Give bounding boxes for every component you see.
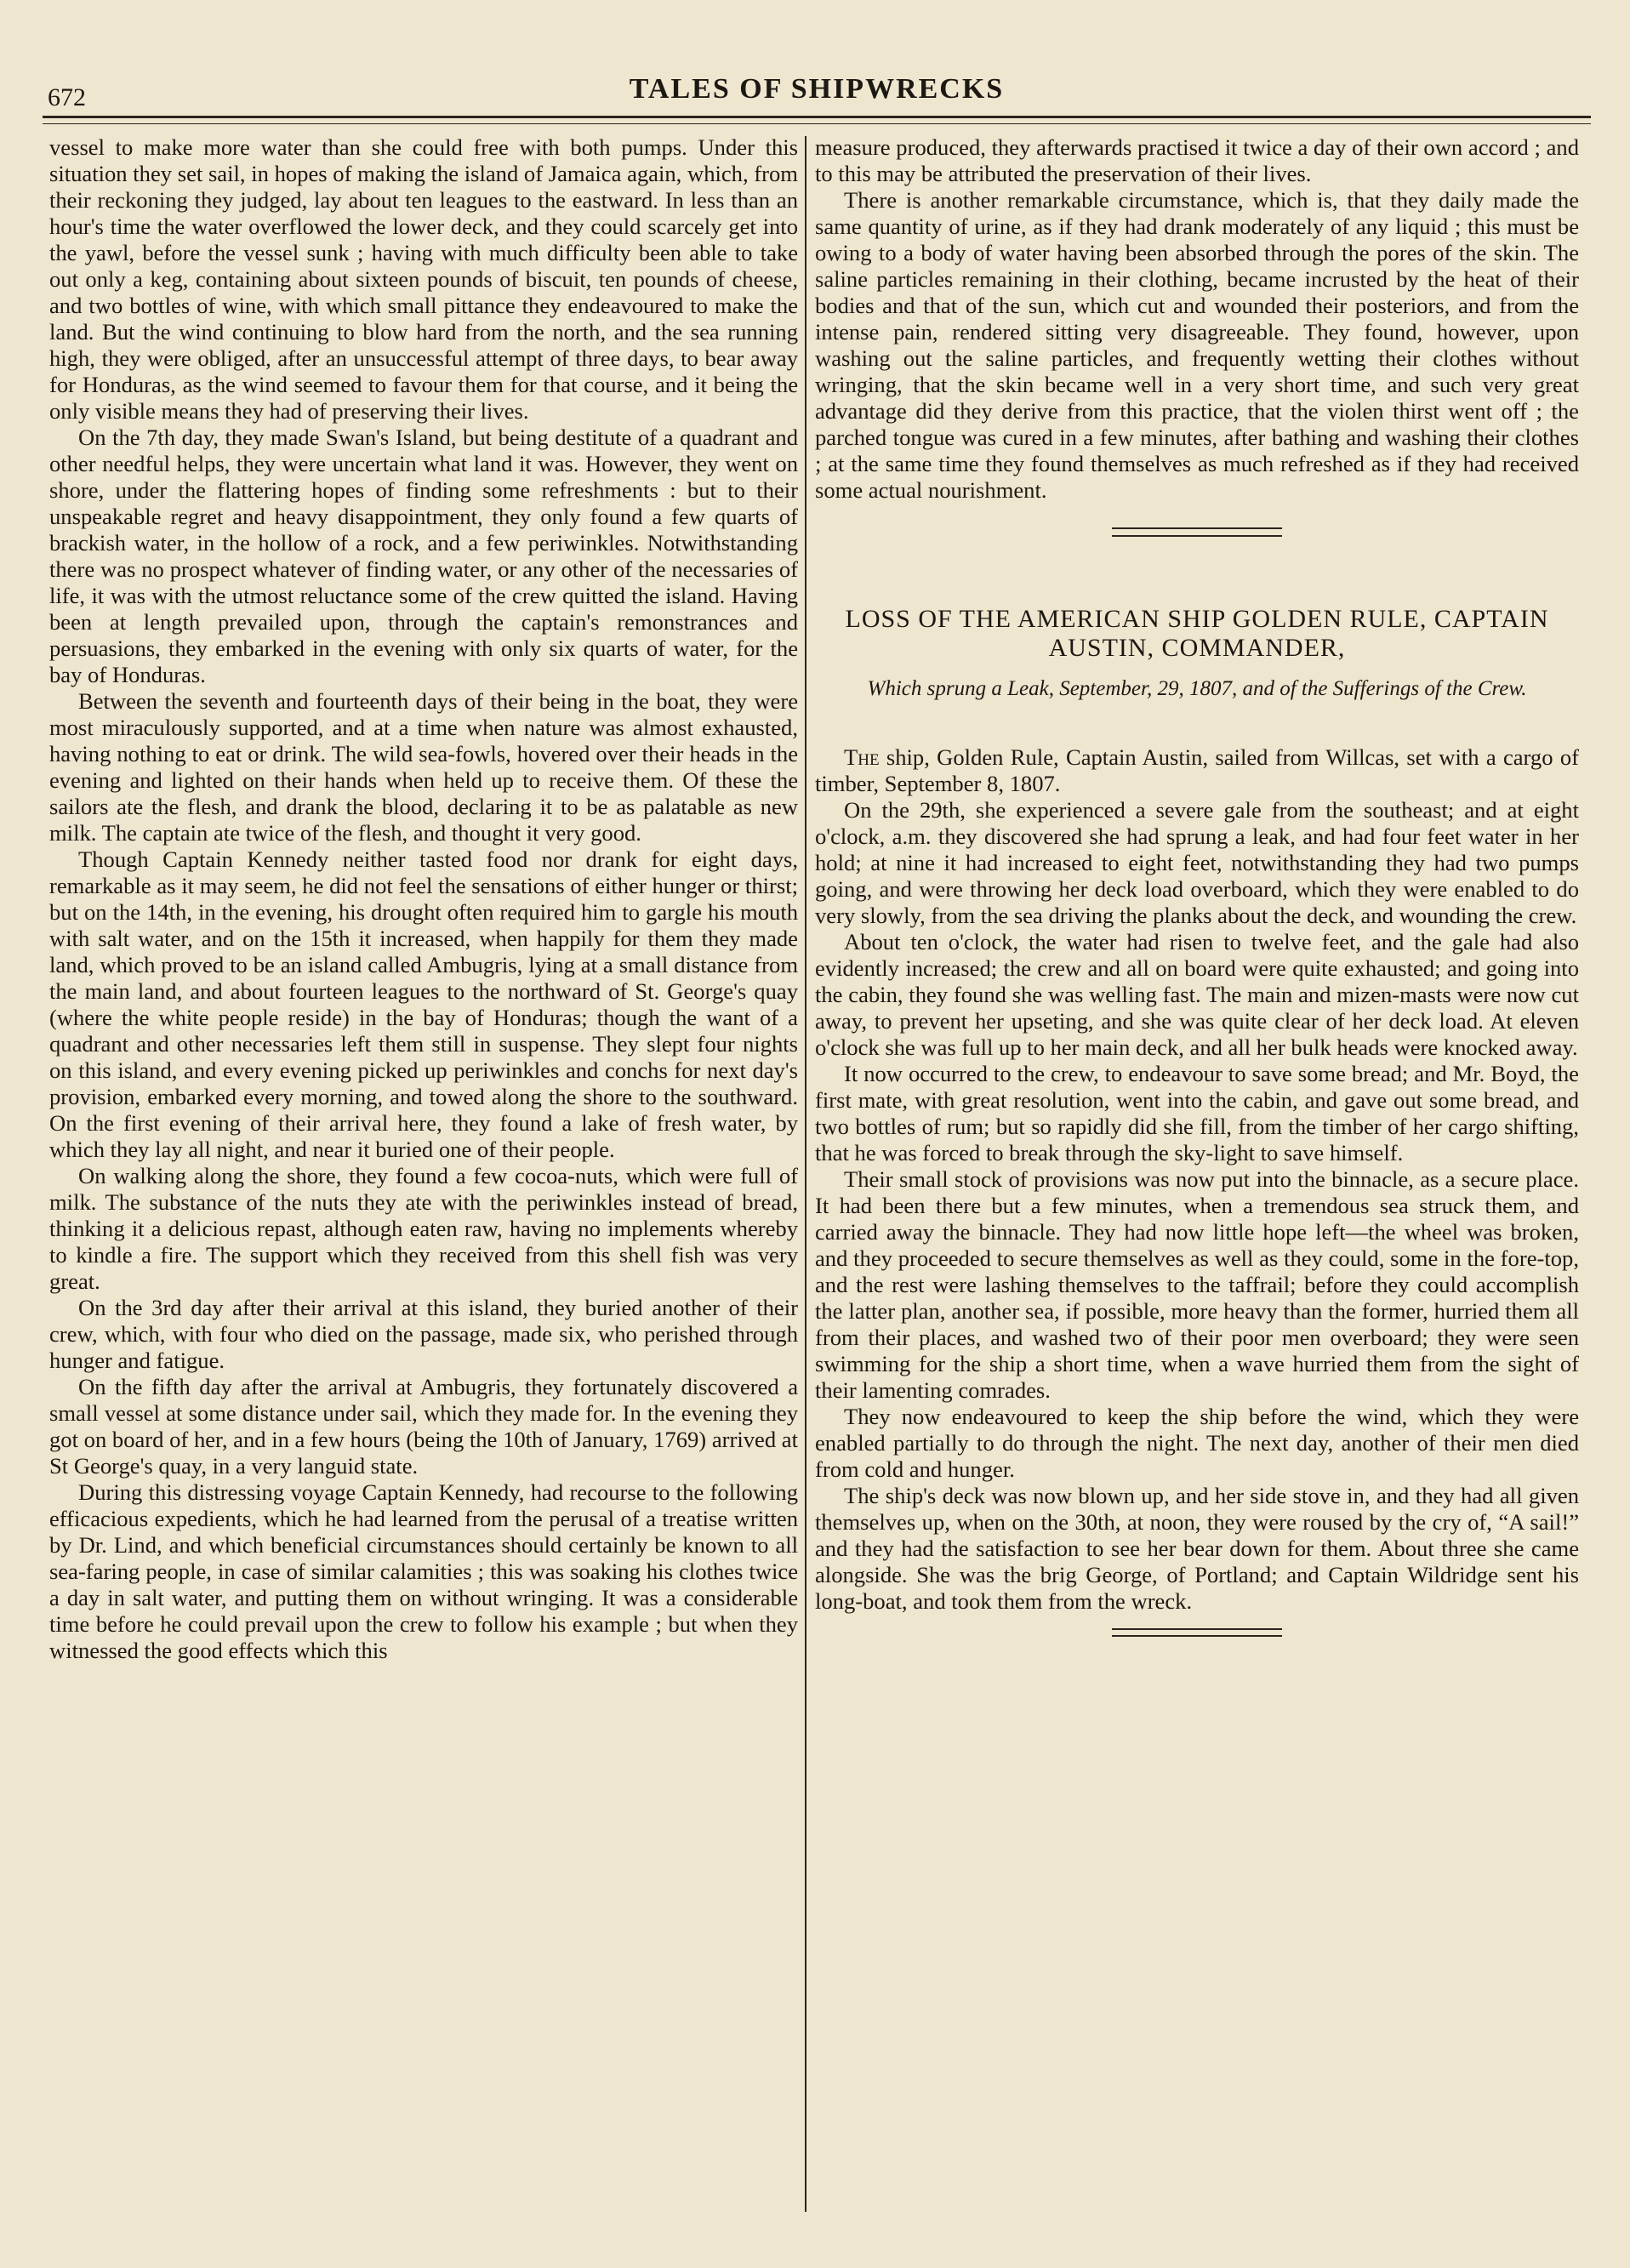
paragraph: It now occurred to the crew, to endeavour to save some bread; and Mr. Boyd, the first mate, with great resolution, went into the cabin, and gave out some bread, and two bottles of rum; but so rapidly did she fill, from the timber of her cargo shifting, that he was forced to break through the sky-light to save himself. bbox=[815, 1061, 1579, 1165]
paragraph: They now endeavoured to keep the ship before the wind, which they were enabled partially to do through the night. The next day, another of their men died from cold and hunger. bbox=[815, 1404, 1579, 1482]
paragraph: Their small stock of provisions was now put into the binnacle, as a secure place. It had been there but a few minutes, when a tremendous sea struck them, and carried away the binnacle. They had now little hope left—the wheel was broken, and they proceeded to secure themselves as well as they could, some in the fore-top, and the rest were lashing themselves to the taffrail; before they could accomplish the latter plan, another sea, if possible, more heavy than the former, hurried them all from their places, and washed two of their poor men overboard; they were seen swimming for the ship a short time, when a wave hurried them from the sight of their lamenting comrades. bbox=[815, 1166, 1579, 1403]
header-rule bbox=[43, 116, 1591, 124]
column-divider bbox=[805, 136, 806, 2212]
paragraph: On the 3rd day after their arrival at this island, they buried another of their crew, which, with four who died on the passage, made six, who perished through hunger and fatigue. bbox=[49, 1295, 798, 1373]
end-rule bbox=[1112, 1628, 1282, 1637]
running-title: TALES OF SHIPWRECKS bbox=[629, 73, 1005, 105]
paragraph: vessel to make more water than she could free with both pumps. Under this situation they set sail, in hopes of making the island of Jamaica again, which, from their reckoning they judged, lay about ten leagues to the eastward. In less than an hour's time the water overflowed the lower deck, and they could scarcely get into the yawl, before the vessel sunk ; having with much difficulty been able to take out only a keg, containing about sixteen pounds of biscuit, ten pounds of cheese, and two bottles of wine, with which small pittance they endeavoured to make the land. But the wind continuing to blow hard from the north, and the sea running high, they were obliged, after an unsuccessful attempt of three days, to bear away for Honduras, as the wind seemed to favour them for that course, and it being the only visible means they had of preserving their lives. bbox=[49, 134, 798, 424]
paragraph: The ship's deck was now blown up, and her side stove in, and they had all given themselves up, when on the 30th, at noon, they were roused by the cry of, “A sail!” and they had the satisfaction to see her bear down for them. About three she came alongside. She was the brig George, of Portland; and Captain Wildridge sent his long-boat, and took them from the wreck. bbox=[815, 1483, 1579, 1614]
paragraph: On the 29th, she experienced a severe gale from the southeast; and at eight o'clock, a.m. they discovered she had sprung a leak, and had four feet water in her hold; at nine it had increased to eight feet, notwithstanding they had two pumps going, and were throwing her deck load overboard, which they were enabled to do very slowly, from the sea driving the planks about the deck, and wounding the crew. bbox=[815, 797, 1579, 928]
left-column bbox=[49, 134, 798, 2236]
paragraph bbox=[815, 744, 1579, 797]
paragraph: On the fifth day after the arrival at Ambugris, they fortunately discovered a small vessel at some distance under sail, which they made for. In the evening they got on board of her, and in a few hours (being the 10th of January, 1769) arrived at St George's quay, in a very languid state. bbox=[49, 1374, 798, 1479]
paragraph: There is another remarkable circumstance, which is, that they daily made the same quantity of urine, as if they had drank moderately of any liquid ; this must be owing to a body of water having been absorbed through the pores of the skin. The saline particles remaining in their clothing, became incrusted by the heat of their bodies and that of the sun, which cut and wounded their posteriors, and from the intense pain, rendered sitting very disagreeable. They found, however, upon washing out the saline particles, and frequently wetting their clothes without wringing, that the skin became well in a very short time, and such very great advantage did they derive from this practice, that the violen thirst went off ; the parched tongue was cured in a few minutes, after bathing and washing their clothes ; at the same time they found themselves as much refreshed as if they had received some actual nourishment. bbox=[815, 187, 1579, 503]
paragraph-text: ship, Golden Rule, Captain Austin, sailed from Willcas, set with a cargo of timber, September 8, 1807. bbox=[815, 744, 1579, 796]
paragraph: Though Captain Kennedy neither tasted food nor drank for eight days, remarkable as it may seem, he did not feel the sensations of either hunger or thirst; but on the 14th, in the evening, his drought often required him to gargle his mouth with salt water, and on the 15th it increased, when happily for them they made land, which proved to be an island called Ambugris, lying at a small distance from the main land, and about fourteen leagues to the northward of St. George's quay (where the white people reside) in the bay of Honduras; though the want of a quadrant and other necessaries left them still in suspense. They slept four nights on this island, and every evening picked up periwinkles and conchs for next day's provision, embarked every morning, and towed along the shore to the southward. On the first evening of their arrival here, they found a lake of fresh water, by which they lay all night, and near it buried one of their people. bbox=[49, 846, 798, 1162]
right-column bbox=[815, 134, 1579, 2236]
page-header bbox=[43, 68, 1591, 116]
article-title: LOSS OF THE AMERICAN SHIP GOLDEN RULE, CAPTAIN AUSTIN, COMMANDER, bbox=[845, 605, 1549, 662]
lead-word: The bbox=[844, 744, 880, 770]
page-number: 672 bbox=[48, 83, 86, 111]
article-subtitle: Which sprung a Leak, September, 29, 1807, and of the Sufferings of the Crew. bbox=[867, 677, 1527, 700]
paragraph: On the 7th day, they made Swan's Island, but being destitute of a quadrant and other needful helps, they were uncertain what land it was. However, they went on shore, under the flattering hopes of finding some refreshments : but to their unspeakable regret and heavy disappointment, they only found a few quarts of brackish water, in the hollow of a rock, and a few periwinkles. Notwithstanding there was no prospect whatever of finding water, or any other of the necessaries of life, it was with the utmost reluctance some of the crew quitted the island. Having been at length prevailed upon, through the captain's remonstrances and persuasions, they embarked in the evening with only six quarts of water, for the bay of Honduras. bbox=[49, 425, 798, 687]
paragraph: During this distressing voyage Captain Kennedy, had recourse to the following efficacious expedients, which he had learned from the perusal of a treatise written by Dr. Lind, and which beneficial circumstances should certainly be known to all sea-faring people, in case of similar calamities ; this was soaking his clothes twice a day in salt water, and putting them on without wringing. It was a considerable time before he could prevail upon the crew to follow his example ; but when they witnessed the good effects which this bbox=[49, 1479, 798, 1663]
section-separator bbox=[1112, 527, 1282, 537]
paragraph: On walking along the shore, they found a few cocoa-nuts, which were full of milk. The substance of the nuts they ate with the periwinkles instead of bread, thinking it a delicious repast, although eaten raw, having no implements whereby to kindle a fire. The support which they received from this shell fish was very great. bbox=[49, 1163, 798, 1294]
paragraph: measure produced, they afterwards practised it twice a day of their own accord ; and to this may be attributed the preservation of their lives. bbox=[815, 134, 1579, 186]
paragraph: Between the seventh and fourteenth days of their being in the boat, they were most miraculously supported, and at a time when nature was almost exhausted, having nothing to eat or drink. The wild sea-fowls, hovered over their heads in the evening and lighted on their hands when held up to receive them. Of these the sailors ate the flesh, and drank the blood, declaring it to be as palatable as new milk. The captain ate twice of the flesh, and thought it very good. bbox=[49, 688, 798, 846]
paragraph: About ten o'clock, the water had risen to twelve feet, and the gale had also evidently increased; the crew and all on board were quite exhausted; and going into the cabin, they found she was welling fast. The main and mizen-masts were now cut away, to prevent her upseting, and she was quite clear of her deck load. At eleven o'clock she was full up to her main deck, and all her bulk heads were knocked away. bbox=[815, 929, 1579, 1060]
